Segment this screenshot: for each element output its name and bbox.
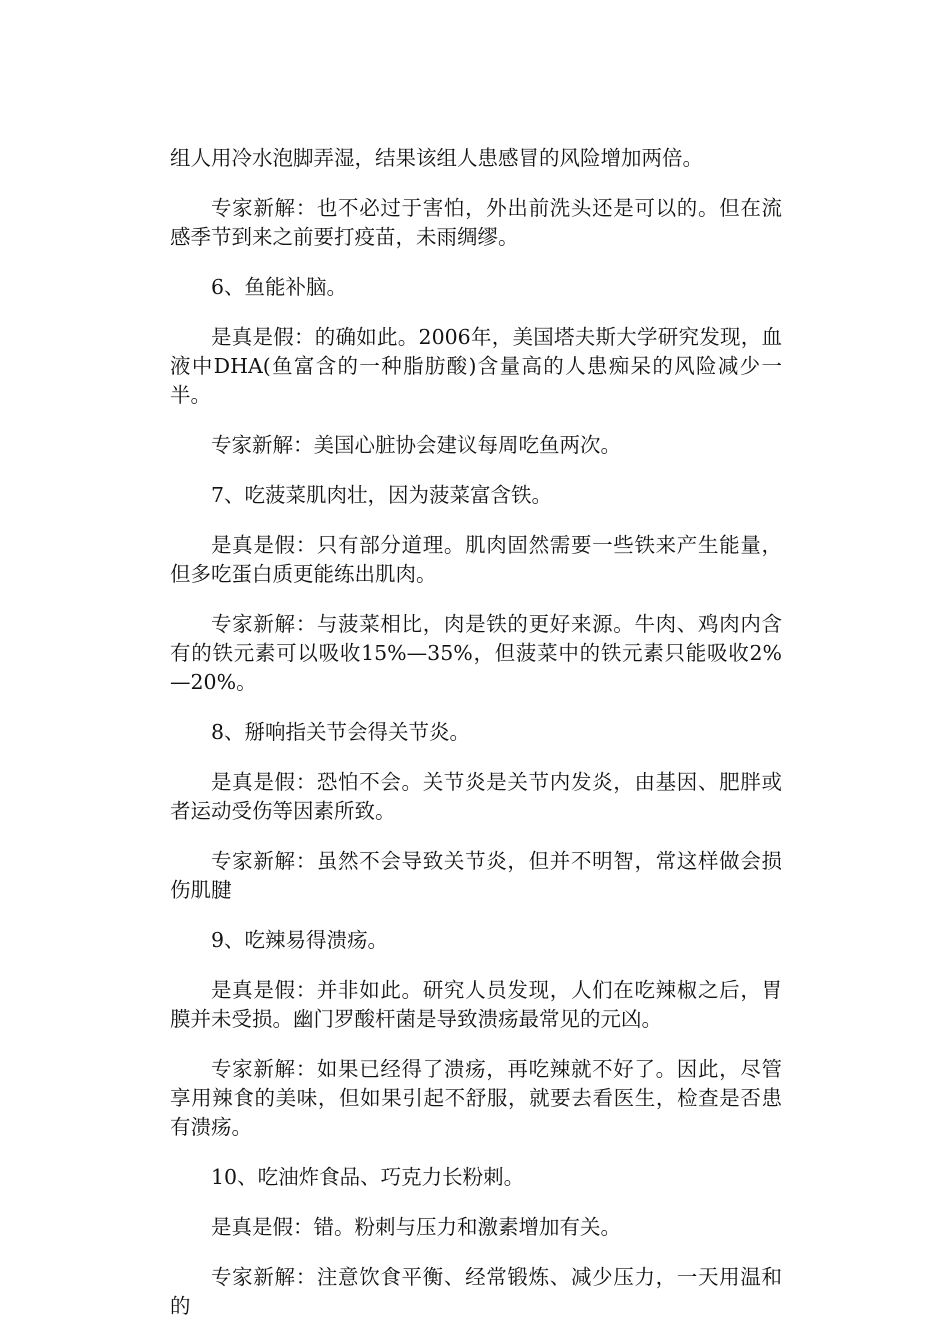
paragraph-verdict: 是真是假：只有部分道理。肌肉固然需要一些铁来产生能量，但多吃蛋白质更能练出肌肉。 xyxy=(170,533,782,586)
paragraph-verdict: 是真是假：并非如此。研究人员发现，人们在吃辣椒之后，胃膜并未受损。幽门罗酸杆菌是导致溃疡最常见的元凶。 xyxy=(170,978,782,1031)
paragraph-item-heading: 6、鱼能补脑。 xyxy=(211,275,348,299)
paragraph-verdict: 是真是假：的确如此。2006年，美国塔夫斯大学研究发现，血液中DHA(鱼富含的一种脂肪酸)含量高的人患痴呆的风险减少一半。 xyxy=(170,325,782,407)
paragraph-expert-note: 专家新解：如果已经得了溃疡，再吃辣就不好了。因此，尽管享用辣食的美味，但如果引起不舒服，就要去看医生，检查是否患有溃疡。 xyxy=(170,1057,782,1139)
paragraph-continuation: 组人用冷水泡脚弄湿，结果该组人患感冒的风险增加两倍。 xyxy=(170,146,703,170)
document-body xyxy=(170,144,782,1342)
paragraph-expert-note: 专家新解：虽然不会导致关节炎，但并不明智，常这样做会损伤肌腱 xyxy=(170,849,782,902)
paragraph-expert-note: 专家新解：与菠菜相比，肉是铁的更好来源。牛肉、鸡肉内含有的铁元素可以吸收15%—35%，但菠菜中的铁元素只能吸收2%—20%。 xyxy=(170,612,782,694)
paragraph-item-heading: 10、吃油炸食品、巧克力长粉刺。 xyxy=(211,1165,525,1189)
paragraph-expert-note: 专家新解：也不必过于害怕，外出前洗头还是可以的。但在流感季节到来之前要打疫苗，未雨绸缪。 xyxy=(170,196,782,249)
paragraph-item-heading: 8、掰响指关节会得关节炎。 xyxy=(211,720,471,744)
paragraph-expert-note: 专家新解：美国心脏协会建议每周吃鱼两次。 xyxy=(211,433,621,457)
paragraph-verdict: 是真是假：恐怕不会。关节炎是关节内发炎，由基因、肥胖或者运动受伤等因素所致。 xyxy=(170,770,782,823)
paragraph-item-heading: 9、吃辣易得溃疡。 xyxy=(211,928,389,952)
paragraph-item-heading: 7、吃菠菜肌肉壮，因为菠菜富含铁。 xyxy=(211,483,553,507)
paragraph-expert-note: 专家新解：注意饮食平衡、经常锻炼、减少压力，一天用温和的 xyxy=(170,1265,782,1318)
paragraph-verdict: 是真是假：错。粉刺与压力和激素增加有关。 xyxy=(211,1215,621,1239)
